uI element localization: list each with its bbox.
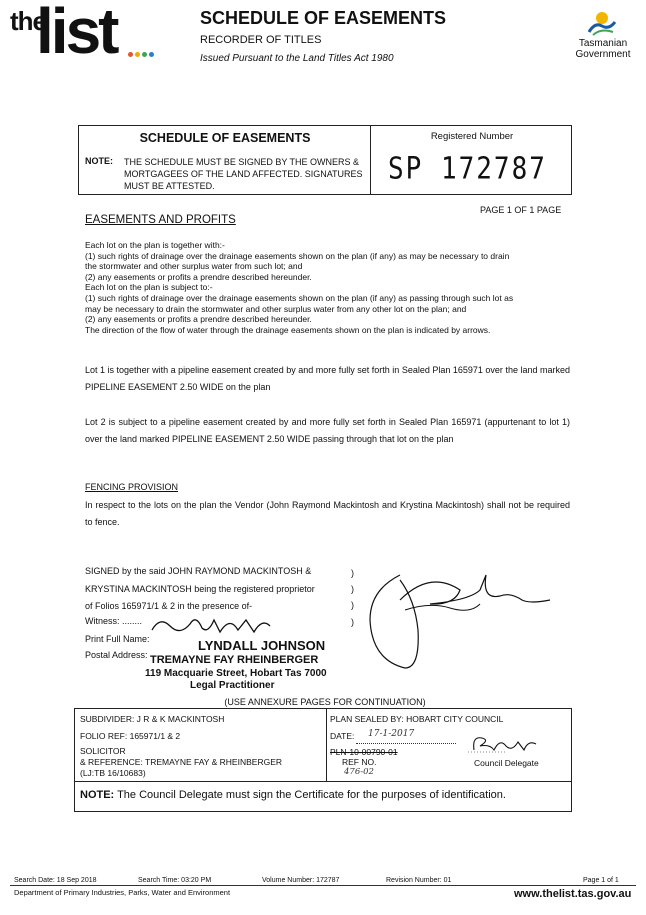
- schedule-box-heading: SCHEDULE OF EASEMENTS: [139, 131, 311, 145]
- witness-stamp-name: LYNDALL JOHNSON: [198, 638, 326, 653]
- footer-divider: [10, 885, 636, 886]
- footer-page: Page 1 of 1: [583, 877, 619, 884]
- tasmanian-government-text: [567, 38, 639, 60]
- easement-line: The direction of the flow of water through the drainage easements shown on the plan is indicated by arrows.: [85, 324, 491, 335]
- solicitor-label: SOLICITOR: [80, 746, 126, 756]
- date-label: DATE:: [330, 731, 355, 741]
- easement-line: Each lot on the plan is together with:-: [85, 240, 225, 250]
- tasmanian-government-emblem: [585, 8, 619, 36]
- department-name: Department of Primary Industries, Parks, Water and Environment: [14, 888, 231, 897]
- issued-note: Issued Pursuant to the Land Titles Act 1980: [200, 53, 394, 64]
- search-date: Search Date: 18 Sep 2018: [14, 877, 97, 884]
- logo-the: the: [10, 6, 46, 36]
- logo-dot: [128, 52, 133, 57]
- plan-box-divider: [74, 781, 572, 782]
- council-note: [80, 789, 506, 801]
- ref-no-value: 476-02: [344, 767, 374, 777]
- print-name-label: Print Full Name:: [85, 634, 150, 644]
- logo-dot: [135, 52, 140, 57]
- plan-box-vdivider: [326, 708, 327, 781]
- witness-signature: [150, 612, 280, 638]
- witness-stamp-firm: TREMAYNE FAY RHEINBERGER: [150, 654, 319, 666]
- website-link[interactable]: www.thelist.tas.gov.au: [514, 888, 632, 900]
- council-delegate-signature: [466, 730, 541, 758]
- witness-line: Witness: ........: [85, 616, 143, 626]
- easement-line: (1) such rights of drainage over the drainage easements shown on the plan (if any) as may be necessary to drain: [85, 250, 510, 261]
- bracket: ): [351, 600, 354, 610]
- page-indicator: PAGE 1 OF 1 PAGE: [480, 205, 562, 215]
- registered-number-label: Registered Number: [430, 131, 514, 142]
- pln-number: PLN-10-00790-01: [330, 747, 398, 757]
- subdivider: SUBDIVIDER: J R & K MACKINTOSH: [80, 714, 225, 724]
- witness-stamp-role: Legal Practitioner: [190, 680, 275, 691]
- easement-line: (2) any easements or profits a prendre described hereunder.: [85, 271, 312, 282]
- council-note-label: NOTE:: [80, 789, 115, 801]
- note-text: THE SCHEDULE MUST BE SIGNED BY THE OWNERS & MORTGAGEES OF THE LAND AFFECTED. SIGNATURES MUST BE ATTESTED.: [124, 157, 363, 191]
- plan-sealed-by: PLAN SEALED BY: HOBART CITY COUNCIL: [330, 714, 504, 724]
- easements-heading: EASEMENTS AND PROFITS: [85, 214, 236, 226]
- lot1-easement: Lot 1 is together with a pipeline easement created by and more fully set forth in Sealed Plan 165971 over the land marked PIPELINE EASEMENT 2.50 WIDE on the plan: [85, 365, 570, 392]
- gov-line1: Tasmanian: [578, 38, 628, 49]
- logo-list: list: [36, 0, 117, 67]
- search-time: Search Time: 03:20 PM: [138, 877, 212, 884]
- easement-line: (1) such rights of drainage over the drainage easements shown on the plan (if any) as passing through such lot as: [85, 292, 514, 303]
- revision-number: Revision Number: 01: [386, 877, 452, 884]
- annexure-note: (USE ANNEXURE PAGES FOR CONTINUATION): [224, 697, 426, 707]
- document-title: SCHEDULE OF EASEMENTS: [200, 8, 447, 28]
- logo-dot: [149, 52, 154, 57]
- witness-stamp-address: 119 Macquarie Street, Hobart Tas 7000: [145, 668, 327, 679]
- signing-line: of Folios 165971/1 & 2 in the presence of-: [85, 601, 253, 611]
- bracket: ): [351, 584, 354, 594]
- easements-general: [85, 240, 575, 335]
- fencing-text: In respect to the lots on the plan the Vendor (John Raymond Mackintosh and Krystina Mackintosh) shall not be required to fence.: [85, 500, 570, 527]
- easement-line: (2) any easements or profits a prendre described hereunder.: [85, 314, 312, 325]
- gov-line2: Government: [575, 49, 631, 60]
- easement-line: Each lot on the plan is subject to:-: [85, 282, 213, 293]
- registered-number: SP 172787: [388, 152, 547, 187]
- document-subtitle: RECORDER OF TITLES: [200, 34, 322, 46]
- lot2-easement: Lot 2 is subject to a pipeline easement created by and more fully set forth in Sealed Plan 165971 (appurtenant to lot 1) over the land marked PIPELINE EASEMENT 2.50 WIDE passing through that lot on the plan: [85, 417, 570, 444]
- postal-address-label: Postal Address:: [85, 650, 148, 660]
- council-delegate-label: Council Delegate: [474, 758, 539, 768]
- signing-line: SIGNED by the said JOHN RAYMOND MACKINTOSH &: [85, 566, 312, 576]
- logo-dot: [142, 52, 147, 57]
- schedule-box-divider: [370, 125, 371, 195]
- bracket: ): [351, 617, 354, 627]
- signing-line: KRYSTINA MACKINTOSH being the registered proprietor: [85, 584, 315, 594]
- volume-number: Volume Number: 172787: [262, 877, 340, 884]
- ref-no-label: REF NO.: [342, 757, 377, 767]
- date-value: 17-1-2017: [368, 729, 415, 739]
- folio-ref: FOLIO REF: 165971/1 & 2: [80, 731, 181, 741]
- easement-line: the stormwater and other surplus water from such lot; and: [85, 261, 303, 272]
- bracket: ): [351, 568, 354, 578]
- solicitor-reference: & REFERENCE: TREMAYNE FAY & RHEINBERGER: [80, 757, 282, 767]
- council-note-text: The Council Delegate must sign the Certificate for the purposes of identification.: [114, 789, 506, 801]
- fencing-heading: FENCING PROVISION: [85, 482, 179, 492]
- note-label: NOTE:: [85, 156, 113, 166]
- proprietor-signature: [360, 560, 560, 675]
- logo-dots: [128, 52, 154, 57]
- solicitor-lj-ref: (LJ:TB 16/10683): [80, 768, 146, 778]
- easement-line: may be necessary to drain the stormwater and other surplus water from any other lot on the plan; and: [85, 303, 467, 314]
